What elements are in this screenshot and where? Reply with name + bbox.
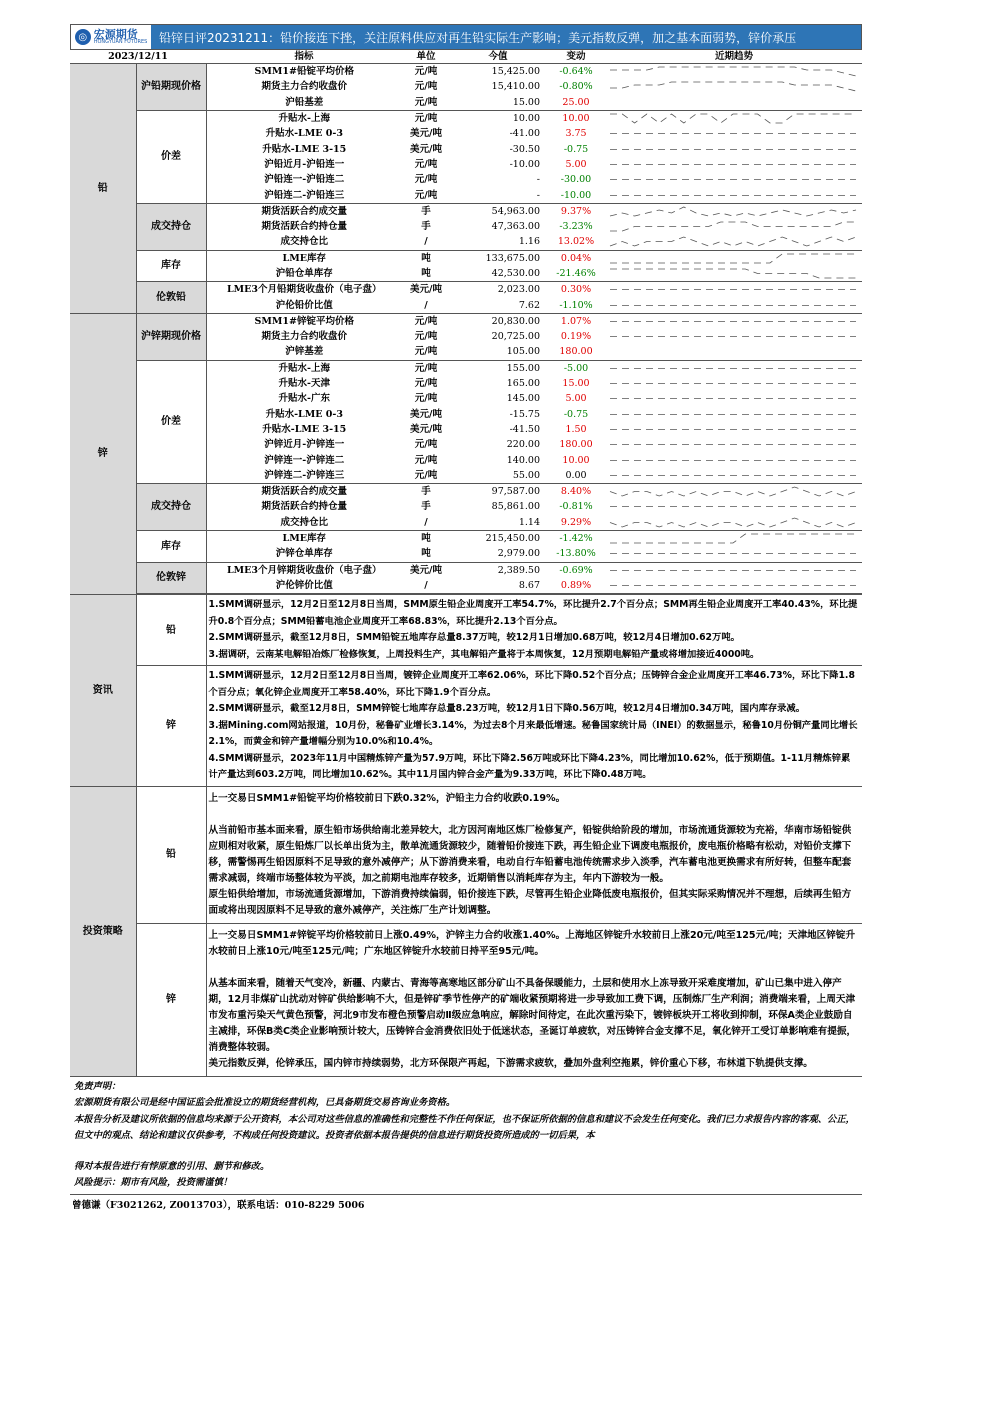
commodity-label: 锌 bbox=[70, 313, 136, 593]
sparkline bbox=[608, 408, 858, 421]
unit-cell: 美元/吨 bbox=[410, 423, 442, 435]
unit-cell: 美元/吨 bbox=[410, 143, 442, 155]
change-cell: 25.00 bbox=[546, 95, 606, 111]
unit-cell: 手 bbox=[421, 221, 431, 233]
change-cell: -30.00 bbox=[560, 174, 592, 186]
sparkline bbox=[608, 173, 858, 186]
disclaimer-line: 宏源期货有限公司是经中国证监会批准设立的期货经营机构，已具备期货交易咨询业务资格。 bbox=[74, 1097, 456, 1109]
strategy-table bbox=[70, 786, 862, 1076]
change-cell: -0.75 bbox=[563, 408, 589, 420]
trend-cell bbox=[606, 250, 862, 266]
unit-cell: 元/吨 bbox=[402, 64, 450, 80]
table-row bbox=[70, 530, 862, 546]
value-cell: 15,425.00 bbox=[450, 64, 546, 80]
trend-cell bbox=[606, 376, 862, 391]
indicator-name: 成交持仓比 bbox=[206, 234, 402, 250]
sparkline bbox=[608, 469, 858, 482]
trend-cell bbox=[606, 79, 862, 94]
change-cell: -0.81% bbox=[559, 501, 593, 513]
unit-cell: 元/吨 bbox=[414, 439, 438, 451]
value-cell: 145.00 bbox=[506, 393, 541, 405]
table-row bbox=[70, 110, 862, 126]
indicator-name: 沪铅近月-沪铅连一 bbox=[264, 158, 345, 170]
indicator-name: 期货主力合约收盘价 bbox=[261, 331, 348, 343]
sparkline bbox=[608, 392, 858, 405]
value-cell: 97,587.00 bbox=[491, 486, 541, 498]
trend-cell bbox=[606, 578, 862, 594]
indicator-name: 沪锌仓单库存 bbox=[206, 546, 402, 562]
change-cell: 8.40% bbox=[560, 486, 592, 498]
trend-cell bbox=[606, 452, 862, 467]
group-label: 价差 bbox=[136, 110, 206, 203]
strategy-zinc-para: 美元指数反弹，伦锌承压，国内锌市持续弱势，北方环保限产再起，下游需求疲软，叠加外盘利空拖累，锌价重心下移，布林道下轨提供支撑。 bbox=[208, 1057, 813, 1069]
sparkline-path bbox=[610, 82, 856, 91]
sparkline bbox=[608, 579, 858, 592]
news-zinc-label: 锌 bbox=[136, 666, 206, 786]
sparkline bbox=[608, 143, 858, 156]
company-logo bbox=[71, 25, 151, 49]
change-cell: 1.07% bbox=[546, 313, 606, 329]
trend-cell bbox=[606, 391, 862, 406]
indicator-name: 期货活跃合约持仓量 bbox=[261, 501, 348, 513]
news-lead-text bbox=[207, 595, 863, 665]
sparkline-path bbox=[610, 518, 856, 527]
trend-cell bbox=[606, 530, 862, 546]
trend-cell bbox=[606, 422, 862, 437]
group-label: 伦敦锌 bbox=[136, 562, 206, 594]
unit-cell: / bbox=[402, 234, 450, 250]
strategy-zinc-label: 锌 bbox=[136, 923, 206, 1076]
change-cell: -3.23% bbox=[559, 221, 593, 233]
value-cell: - bbox=[536, 174, 541, 186]
value-cell: 85,861.00 bbox=[491, 501, 541, 513]
trend-cell bbox=[606, 484, 862, 500]
unit-cell: / bbox=[402, 297, 450, 313]
unit-cell: 美元/吨 bbox=[410, 408, 442, 420]
unit-cell: / bbox=[402, 515, 450, 531]
indicator-name: 期货活跃合约成交量 bbox=[261, 205, 348, 217]
change-cell: 13.02% bbox=[546, 234, 606, 250]
trend-cell bbox=[606, 499, 862, 514]
change-cell: 3.75 bbox=[565, 128, 587, 140]
unit-cell: 元/吨 bbox=[402, 313, 450, 329]
strategy-label: 投资策略 bbox=[70, 786, 136, 1076]
change-cell: -0.69% bbox=[559, 564, 593, 576]
table-row bbox=[70, 64, 862, 80]
trend-cell bbox=[606, 95, 862, 111]
change-cell: -21.46% bbox=[546, 266, 606, 282]
change-cell: -5.00 bbox=[563, 362, 589, 374]
indicator-name: LME3个月锌期货收盘价（电子盘） bbox=[226, 564, 382, 576]
trend-cell bbox=[606, 64, 862, 80]
value-cell: -10.00 bbox=[509, 158, 541, 170]
sparkline bbox=[608, 189, 858, 202]
strategy-zinc-text bbox=[207, 924, 863, 1076]
report-header bbox=[70, 24, 862, 50]
change-cell: 0.04% bbox=[560, 252, 592, 264]
unit-cell: 元/吨 bbox=[402, 187, 450, 203]
sparkline bbox=[608, 220, 858, 233]
indicator-name: LME3个月铅期货收盘价（电子盘） bbox=[226, 284, 382, 296]
value-cell: 1.14 bbox=[450, 515, 546, 531]
change-cell: -0.64% bbox=[546, 64, 606, 80]
change-cell: 9.37% bbox=[560, 205, 592, 217]
trend-cell bbox=[606, 234, 862, 250]
news-label: 资讯 bbox=[70, 595, 136, 786]
value-cell: 1.16 bbox=[450, 234, 546, 250]
logo-icon: ◎ bbox=[75, 29, 91, 45]
value-cell: 2,023.00 bbox=[497, 284, 541, 296]
news-item: 4.SMM调研显示，2023年11月中国精炼锌产量为57.9万吨，环比下降2.56万吨或环比下降4.23%，同比增加10.62%，低于预期值。1-11月精炼锌累计产量达到603.2万吨，同比增加10.62%。其中11月国内锌合金产量为9.33万吨，环比下降0.48万吨。 bbox=[208, 752, 851, 781]
disclaimer-line: 得对本报告进行有悖原意的引用、删节和修改。 bbox=[74, 1160, 270, 1172]
trend-cell bbox=[606, 344, 862, 360]
change-cell: 180.00 bbox=[559, 439, 593, 451]
trend-cell bbox=[606, 468, 862, 484]
value-cell: - bbox=[450, 187, 546, 203]
sparkline bbox=[608, 564, 858, 577]
change-cell: 5.00 bbox=[565, 158, 587, 170]
group-label: 沪锌期现价格 bbox=[136, 313, 206, 360]
unit-cell: 元/吨 bbox=[402, 344, 450, 360]
disclaimer-line: 本报告分析及建议所依据的信息均来源于公开资料，本公司对这些信息的准确性和完整性不作任何保证，也不保证所依据的信息和建议不会发生任何变化。我们已力求报告内容的客观、公正，但文中的观点、结论和建议仅供参考，不构成任何投资建议。投资者依据本报告提供的信息进行期货投资所造成的一切后果，本 bbox=[74, 1113, 855, 1142]
value-cell: 42,530.00 bbox=[450, 266, 546, 282]
unit-cell: 元/吨 bbox=[414, 158, 438, 170]
sparkline bbox=[608, 127, 858, 140]
indicator-name: 期货活跃合约持仓量 bbox=[261, 221, 348, 233]
sparkline bbox=[608, 65, 858, 78]
value-cell: 8.67 bbox=[450, 578, 546, 594]
indicator-name: 沪锌连二-沪锌连三 bbox=[206, 468, 402, 484]
trend-cell bbox=[606, 313, 862, 329]
sparkline-path bbox=[610, 534, 856, 543]
trend-cell bbox=[606, 562, 862, 578]
change-cell: 10.00 bbox=[562, 113, 590, 125]
trend-cell bbox=[606, 546, 862, 562]
indicator-name: 升贴水-上海 bbox=[278, 113, 330, 125]
sparkline bbox=[608, 205, 858, 218]
col-unit: 单位 bbox=[402, 50, 450, 64]
table-row bbox=[70, 360, 862, 376]
indicator-name: 升贴水-LME 3-15 bbox=[262, 423, 347, 435]
report-title: 铅锌日评20231211：铅价接连下挫，关注原料供应对再生铅实际生产影响；美元指数反弹，加之基本面弱势，锌价承压 bbox=[151, 25, 861, 49]
author-contact: 曾德谦（F3021262, Z0013703），联系电话：010-8229 5006 bbox=[70, 1194, 862, 1213]
news-zinc-text bbox=[207, 666, 863, 786]
change-cell: 5.00 bbox=[565, 393, 587, 405]
news-lead-label: 铅 bbox=[136, 595, 206, 666]
indicator-name: SMM1#铅锭平均价格 bbox=[206, 64, 402, 80]
sparkline bbox=[608, 362, 858, 375]
market-table bbox=[70, 50, 862, 594]
indicator-name: LME库存 bbox=[282, 252, 326, 264]
logo-english: HONGYUAN FUTURES bbox=[93, 39, 148, 45]
change-cell: -0.80% bbox=[559, 81, 593, 93]
trend-cell bbox=[606, 126, 862, 141]
sparkline-path bbox=[610, 237, 856, 246]
unit-cell: 吨 bbox=[421, 533, 431, 545]
strategy-lead-summary: 上一交易日SMM1#铅锭平均价格较前日下跌0.32%，沪铅主力合约收跌0.19%。 bbox=[208, 792, 566, 804]
sparkline-path bbox=[610, 269, 856, 278]
indicator-name: 升贴水-LME 0-3 bbox=[265, 128, 343, 140]
strategy-zinc-summary: 上一交易日SMM1#锌锭平均价格较前日上涨0.49%，沪锌主力合约收涨1.40%。上海地区锌锭升水较前日上涨20元/吨至125元/吨；天津地区锌锭升水较前日上涨10元/吨至125元/吨；广东地区锌锭升水较前日持平至95元/吨。 bbox=[208, 929, 856, 957]
column-header-row bbox=[70, 50, 862, 64]
value-cell: 140.00 bbox=[506, 454, 541, 466]
risk-warning: 风险提示：期市有风险，投资需谨慎！ bbox=[74, 1177, 233, 1189]
change-cell: 0.19% bbox=[560, 331, 592, 343]
change-cell: 1.50 bbox=[565, 423, 587, 435]
unit-cell: 元/吨 bbox=[414, 331, 438, 343]
group-label: 沪铅期现价格 bbox=[136, 64, 206, 111]
unit-cell: 元/吨 bbox=[414, 174, 438, 186]
lead-section bbox=[70, 64, 862, 314]
indicator-name: 沪锌近月-沪锌连一 bbox=[264, 439, 345, 451]
report-date: 2023/12/11 bbox=[70, 50, 206, 64]
col-indicator: 指标 bbox=[206, 50, 402, 64]
change-cell: 0.30% bbox=[560, 284, 592, 296]
news-item: 2.SMM调研显示，截至12月8日，SMM铅锭五地库存总量8.37万吨，较12月1日增加0.68万吨，较12月4日增加0.62万吨。 bbox=[208, 632, 740, 644]
unit-cell: 美元/吨 bbox=[410, 284, 442, 296]
news-item: 3.据调研，云南某电解铅冶炼厂检修恢复，上周投料生产，其电解铅产量将于本周恢复，12月预期电解铅产量或将增加接近4000吨。 bbox=[208, 648, 760, 660]
change-cell: 10.00 bbox=[562, 454, 590, 466]
trend-cell bbox=[606, 407, 862, 422]
indicator-name: 升贴水-上海 bbox=[278, 362, 330, 374]
indicator-name: 沪铅仓单库存 bbox=[206, 266, 402, 282]
sparkline bbox=[608, 330, 858, 343]
value-cell: 105.00 bbox=[450, 344, 546, 360]
change-cell: 0.00 bbox=[546, 468, 606, 484]
unit-cell: 元/吨 bbox=[414, 454, 438, 466]
zinc-section bbox=[70, 313, 862, 593]
unit-cell: 元/吨 bbox=[414, 378, 438, 390]
value-cell: 220.00 bbox=[506, 439, 541, 451]
sparkline-path bbox=[610, 487, 856, 496]
group-label: 伦敦铅 bbox=[136, 282, 206, 314]
indicator-name: 沪铅连二-沪铅连三 bbox=[206, 187, 402, 203]
unit-cell: 美元/吨 bbox=[410, 564, 442, 576]
unit-cell: 元/吨 bbox=[414, 362, 438, 374]
value-cell: 215,450.00 bbox=[485, 533, 541, 545]
trend-cell bbox=[606, 297, 862, 313]
strategy-lead-para: 原生铅供给增加，市场流通货源增加，下游消费持续偏弱，铅价接连下跌，尽管再生铅企业降低废电瓶报价，但其实际采购情况并不理想，后续再生铅方面或将出现因原料不足导致的意外减停产，关注炼厂生产计划调整。 bbox=[208, 888, 852, 916]
value-cell: 15.00 bbox=[450, 95, 546, 111]
unit-cell: 元/吨 bbox=[402, 468, 450, 484]
value-cell: 10.00 bbox=[512, 113, 541, 125]
value-cell: -41.50 bbox=[509, 423, 541, 435]
news-item: 1.SMM调研显示，12月2日至12月8日当周，SMM原生铅企业周度开工率54.7%，环比提升2.7个百分点；SMM再生铅企业周度开工率40.43%，环比提升0.8个百分点；SMM铅蓄电池企业周度开工率68.83%，环比提升2.13个百分点。 bbox=[208, 599, 858, 627]
trend-cell bbox=[606, 141, 862, 156]
trend-cell bbox=[606, 187, 862, 203]
sparkline bbox=[608, 252, 858, 265]
trend-cell bbox=[606, 203, 862, 219]
col-today: 今值 bbox=[450, 50, 546, 64]
disclaimer-title: 免责声明： bbox=[74, 1080, 121, 1092]
unit-cell: 手 bbox=[421, 205, 431, 217]
indicator-name: 沪伦铅价比值 bbox=[206, 297, 402, 313]
sparkline bbox=[608, 423, 858, 436]
table-row bbox=[70, 282, 862, 298]
unit-cell: 元/吨 bbox=[414, 113, 438, 125]
change-cell: 180.00 bbox=[546, 344, 606, 360]
sparkline bbox=[608, 235, 858, 248]
sparkline-path bbox=[610, 67, 856, 76]
group-label: 成交持仓 bbox=[136, 203, 206, 250]
unit-cell: / bbox=[402, 578, 450, 594]
trend-cell bbox=[606, 329, 862, 344]
indicator-name: 升贴水-LME 3-15 bbox=[262, 143, 347, 155]
change-cell: 9.29% bbox=[546, 515, 606, 531]
col-trend: 近期趋势 bbox=[606, 50, 862, 64]
trend-cell bbox=[606, 437, 862, 452]
table-row bbox=[70, 203, 862, 219]
unit-cell: 吨 bbox=[402, 546, 450, 562]
sparkline bbox=[608, 315, 858, 328]
sparkline bbox=[608, 158, 858, 171]
value-cell: 55.00 bbox=[450, 468, 546, 484]
sparkline bbox=[608, 377, 858, 390]
table-row bbox=[70, 562, 862, 578]
value-cell: -30.50 bbox=[509, 143, 541, 155]
table-row bbox=[70, 313, 862, 329]
table-row bbox=[70, 484, 862, 500]
change-cell: -0.75 bbox=[563, 143, 589, 155]
unit-cell: 元/吨 bbox=[414, 81, 438, 93]
group-label: 价差 bbox=[136, 360, 206, 483]
value-cell: -15.75 bbox=[509, 408, 541, 420]
value-cell: 20,725.00 bbox=[491, 331, 541, 343]
indicator-name: 升贴水-LME 0-3 bbox=[265, 408, 343, 420]
indicator-name: 沪锌基差 bbox=[206, 344, 402, 360]
sparkline-path bbox=[610, 207, 856, 216]
indicator-name: 沪伦锌价比值 bbox=[206, 578, 402, 594]
indicator-name: 升贴水-广东 bbox=[278, 393, 330, 405]
group-label: 库存 bbox=[136, 250, 206, 282]
trend-cell bbox=[606, 266, 862, 282]
sparkline bbox=[608, 454, 858, 467]
unit-cell: 手 bbox=[421, 486, 431, 498]
strategy-lead-text bbox=[207, 787, 863, 923]
sparkline bbox=[608, 267, 858, 280]
sparkline-path bbox=[610, 114, 856, 123]
value-cell: 165.00 bbox=[506, 378, 541, 390]
col-change: 变动 bbox=[546, 50, 606, 64]
group-label: 库存 bbox=[136, 530, 206, 562]
value-cell: 155.00 bbox=[506, 362, 541, 374]
sparkline-path bbox=[610, 222, 856, 231]
change-cell: 15.00 bbox=[562, 378, 590, 390]
group-label: 成交持仓 bbox=[136, 484, 206, 531]
unit-cell: 美元/吨 bbox=[410, 128, 442, 140]
table-row bbox=[70, 250, 862, 266]
change-cell: 0.89% bbox=[546, 578, 606, 594]
sparkline bbox=[608, 500, 858, 513]
sparkline bbox=[608, 80, 858, 93]
unit-cell: 吨 bbox=[421, 252, 431, 264]
change-cell: -1.42% bbox=[559, 533, 593, 545]
unit-cell: 手 bbox=[421, 501, 431, 513]
commodity-label: 铅 bbox=[70, 64, 136, 314]
sparkline bbox=[608, 438, 858, 451]
value-cell: -41.00 bbox=[509, 128, 541, 140]
trend-cell bbox=[606, 172, 862, 187]
news-item: 1.SMM调研显示，12月2日至12月8日当周，镀锌企业周度开工率62.06%，环比下降0.52个百分点；压铸锌合金企业周度开工率46.73%，环比下降1.8个百分点；氧化锌企业周度开工率58.40%，环比下降1.9个百分点。 bbox=[208, 670, 855, 698]
value-cell: 7.62 bbox=[450, 297, 546, 313]
value-cell: 15,410.00 bbox=[491, 81, 541, 93]
value-cell: 2,389.50 bbox=[497, 564, 541, 576]
value-cell: 2,979.00 bbox=[450, 546, 546, 562]
sparkline-path bbox=[610, 254, 856, 263]
news-item: 2.SMM调研显示，截至12月8日，SMM锌锭七地库存总量8.23万吨，较12月1日下降0.56万吨，较12月4日增加0.34万吨，国内库存录减。 bbox=[208, 703, 805, 715]
value-cell: 54,963.00 bbox=[491, 205, 541, 217]
indicator-name: 成交持仓比 bbox=[206, 515, 402, 531]
trend-cell bbox=[606, 515, 862, 531]
value-cell: 133,675.00 bbox=[485, 252, 541, 264]
indicator-name: 升贴水-天津 bbox=[278, 378, 330, 390]
indicator-name: 期货主力合约收盘价 bbox=[261, 81, 348, 93]
indicator-name: SMM1#锌锭平均价格 bbox=[206, 313, 402, 329]
logo-name: 宏源期货 bbox=[93, 28, 138, 41]
unit-cell: 元/吨 bbox=[414, 393, 438, 405]
trend-cell bbox=[606, 157, 862, 172]
indicator-name: 期货活跃合约成交量 bbox=[261, 486, 348, 498]
sparkline bbox=[608, 485, 858, 498]
disclaimer bbox=[70, 1076, 862, 1194]
sparkline bbox=[608, 547, 858, 560]
news-item: 3.据Mining.com网站报道，10月份，秘鲁矿业增长3.14%，为过去8个月来最低增速。秘鲁国家统计局（INEI）的数据显示，秘鲁10月份铜产量同比增长2.1%，而黄金和锌产量增幅分别为10.0%和10.4%。 bbox=[208, 719, 858, 748]
indicator-name: 沪铅连一-沪铅连二 bbox=[264, 174, 345, 186]
sparkline bbox=[608, 532, 858, 545]
change-cell: -1.10% bbox=[546, 297, 606, 313]
news-table bbox=[70, 594, 862, 786]
value-cell: 20,830.00 bbox=[450, 313, 546, 329]
sparkline bbox=[608, 299, 858, 312]
sparkline bbox=[608, 112, 858, 125]
unit-cell: 元/吨 bbox=[402, 95, 450, 111]
sparkline bbox=[608, 516, 858, 529]
value-cell: 47,363.00 bbox=[491, 221, 541, 233]
indicator-name: 沪锌连一-沪锌连二 bbox=[264, 454, 345, 466]
sparkline bbox=[608, 283, 858, 296]
strategy-zinc-para: 从基本面来看，随着天气变冷，新疆、内蒙古、青海等高寒地区部分矿山不具备保暖能力，土层和使用水上冻导致开采难度增加，矿山已集中进入停产期，12月非煤矿山扰动对锌矿供给影响不大，但是锌矿季节性停产的矿端收紧预期将进一步导致加工费下调，压制炼厂生产利润；消费端来看，上周天津市发布重污染天气黄色预警，河北9市发布橙色预警启动Ⅱ级应急响应，解除时间待定，在此次重污染下，镀锌板块开工将收到抑制，环保A类企业鼓励自主减排，环保B类C类企业影响预计较大，压铸锌合金消费依旧处于低迷状态，圣诞订单疲软，对压铸锌合金支撑不足，氧化锌开工受订单影响难有提振，消费整体较弱。 bbox=[208, 977, 857, 1053]
report-page bbox=[70, 24, 862, 1213]
indicator-name: 沪铅基差 bbox=[206, 95, 402, 111]
unit-cell: 吨 bbox=[402, 266, 450, 282]
strategy-lead-label: 铅 bbox=[136, 786, 206, 923]
strategy-lead-para: 从当前铅市基本面来看，原生铅市场供给南北差异较大，北方因河南地区炼厂检修复产，铅锭供给阶段的增加，市场流通货源较为充裕，华南市场铅锭供应则相对收紧，原生铅炼厂以长单出货为主，散单流通货源较少，随着铅价接连下跌，再生铅企业下调废电瓶报价，废电瓶价格略有松动，对铅价支撑下移，需警惕再生铅因原料不足导致的意外减停产；从下游消费来看，电动自行车铅蓄电池传统需求步入淡季，汽车蓄电池更换需求有所好转，但整车配套需求减弱，终端市场整体较为平淡，加之前期电池库存较多，近期销售以消耗库存为主，年内下游较为一般。 bbox=[208, 824, 852, 884]
change-cell: -13.80% bbox=[546, 546, 606, 562]
trend-cell bbox=[606, 360, 862, 376]
change-cell: -10.00 bbox=[546, 187, 606, 203]
indicator-name: LME库存 bbox=[282, 533, 326, 545]
trend-cell bbox=[606, 282, 862, 298]
trend-cell bbox=[606, 110, 862, 126]
trend-cell bbox=[606, 219, 862, 234]
